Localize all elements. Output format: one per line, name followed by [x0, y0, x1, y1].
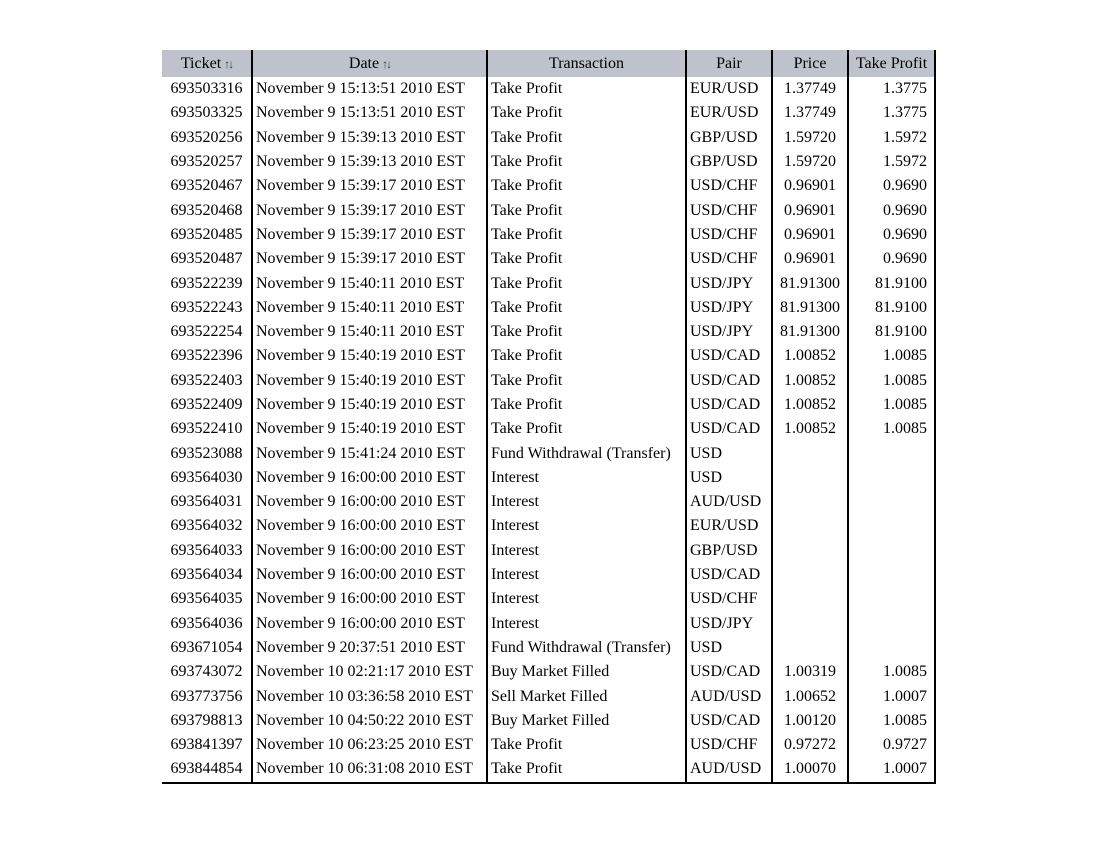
pair-cell: USD/CAD [686, 709, 772, 733]
ticket-cell: 693520468 [162, 198, 252, 222]
ticket-cell: 693773756 [162, 684, 252, 708]
table-row [162, 126, 935, 150]
date-cell: November 9 15:40:19 2010 EST [252, 417, 487, 441]
table-row [162, 223, 935, 247]
take-profit-cell: 1.0007 [848, 684, 935, 708]
pair-cell: USD/CAD [686, 344, 772, 368]
pair-cell: USD/JPY [686, 612, 772, 636]
column-header-pair-label: Pair [716, 54, 742, 72]
pair-cell: USD [686, 466, 772, 490]
transaction-cell: Interest [487, 539, 686, 563]
price-cell [772, 514, 848, 538]
price-cell [772, 636, 848, 660]
transaction-cell: Take Profit [487, 174, 686, 198]
transaction-cell: Take Profit [487, 296, 686, 320]
table-row [162, 77, 935, 101]
ticket-cell: 693522396 [162, 344, 252, 368]
price-cell: 1.59720 [772, 150, 848, 174]
take-profit-cell [848, 587, 935, 611]
transaction-cell: Take Profit [487, 223, 686, 247]
pair-cell: AUD/USD [686, 490, 772, 514]
pair-cell: USD/CAD [686, 563, 772, 587]
transaction-cell: Buy Market Filled [487, 660, 686, 684]
ticket-cell: 693520256 [162, 126, 252, 150]
transaction-cell: Take Profit [487, 733, 686, 757]
transaction-cell: Take Profit [487, 150, 686, 174]
take-profit-cell [848, 466, 935, 490]
pair-cell: USD/JPY [686, 271, 772, 295]
price-cell [772, 490, 848, 514]
table-row [162, 150, 935, 174]
pair-cell: EUR/USD [686, 77, 772, 101]
transaction-cell: Interest [487, 490, 686, 514]
date-cell: November 9 16:00:00 2010 EST [252, 466, 487, 490]
ticket-cell: 693564031 [162, 490, 252, 514]
table-row [162, 587, 935, 611]
ticket-cell: 693844854 [162, 757, 252, 782]
date-cell: November 10 04:50:22 2010 EST [252, 709, 487, 733]
column-header-transaction-label: Transaction [549, 54, 624, 72]
date-cell: November 9 16:00:00 2010 EST [252, 539, 487, 563]
header-row [162, 50, 935, 77]
date-cell: November 9 16:00:00 2010 EST [252, 563, 487, 587]
ticket-cell: 693522403 [162, 369, 252, 393]
take-profit-cell: 81.9100 [848, 320, 935, 344]
table-row [162, 563, 935, 587]
pair-cell: USD/CHF [686, 733, 772, 757]
date-cell: November 9 15:39:17 2010 EST [252, 198, 487, 222]
price-cell: 1.00852 [772, 417, 848, 441]
column-header-price-label: Price [793, 54, 827, 72]
sort-icon[interactable]: ↑↓ [224, 56, 233, 71]
ticket-cell: 693671054 [162, 636, 252, 660]
table-row [162, 733, 935, 757]
table-row [162, 441, 935, 465]
pair-cell: EUR/USD [686, 101, 772, 125]
table-row [162, 514, 935, 538]
take-profit-cell [848, 441, 935, 465]
date-cell: November 9 15:40:19 2010 EST [252, 393, 487, 417]
take-profit-cell: 0.9690 [848, 174, 935, 198]
ticket-cell: 693522243 [162, 296, 252, 320]
ticket-cell: 693520485 [162, 223, 252, 247]
table-row [162, 612, 935, 636]
date-cell: November 9 20:37:51 2010 EST [252, 636, 487, 660]
table-row [162, 344, 935, 368]
date-cell: November 9 15:39:13 2010 EST [252, 126, 487, 150]
transaction-cell: Take Profit [487, 247, 686, 271]
sort-icon[interactable]: ↑↓ [382, 56, 391, 71]
table-row [162, 466, 935, 490]
date-cell: November 9 15:40:19 2010 EST [252, 344, 487, 368]
ticket-cell: 693564035 [162, 587, 252, 611]
ticket-cell: 693522239 [162, 271, 252, 295]
price-cell: 1.00070 [772, 757, 848, 782]
date-cell: November 9 16:00:00 2010 EST [252, 490, 487, 514]
price-cell: 0.96901 [772, 174, 848, 198]
transaction-cell: Take Profit [487, 126, 686, 150]
column-header-price [772, 50, 848, 77]
date-cell: November 10 03:36:58 2010 EST [252, 684, 487, 708]
ticket-cell: 693503316 [162, 77, 252, 101]
transaction-cell: Interest [487, 612, 686, 636]
ticket-cell: 693564030 [162, 466, 252, 490]
table-row [162, 296, 935, 320]
price-cell: 81.91300 [772, 320, 848, 344]
date-cell: November 9 15:39:13 2010 EST [252, 150, 487, 174]
pair-cell: AUD/USD [686, 684, 772, 708]
table-row [162, 417, 935, 441]
price-cell: 0.96901 [772, 247, 848, 271]
transaction-cell: Interest [487, 587, 686, 611]
price-cell: 81.91300 [772, 271, 848, 295]
table-row [162, 247, 935, 271]
pair-cell: USD/CAD [686, 393, 772, 417]
price-cell: 1.00852 [772, 344, 848, 368]
price-cell: 1.00852 [772, 393, 848, 417]
table-row [162, 393, 935, 417]
take-profit-cell: 81.9100 [848, 271, 935, 295]
transaction-cell: Buy Market Filled [487, 709, 686, 733]
transaction-cell: Take Profit [487, 757, 686, 782]
transaction-cell: Fund Withdrawal (Transfer) [487, 441, 686, 465]
take-profit-cell: 0.9690 [848, 247, 935, 271]
table-row [162, 369, 935, 393]
pair-cell: GBP/USD [686, 150, 772, 174]
pair-cell: GBP/USD [686, 126, 772, 150]
ticket-cell: 693520257 [162, 150, 252, 174]
take-profit-cell [848, 514, 935, 538]
column-header-pair [686, 50, 772, 77]
ticket-cell: 693522409 [162, 393, 252, 417]
ticket-cell: 693520467 [162, 174, 252, 198]
price-cell [772, 587, 848, 611]
transaction-history-table [162, 50, 936, 784]
take-profit-cell [848, 612, 935, 636]
pair-cell: USD/JPY [686, 320, 772, 344]
date-cell: November 9 15:39:17 2010 EST [252, 247, 487, 271]
date-cell: November 9 15:13:51 2010 EST [252, 101, 487, 125]
column-header-take-profit-label: Take Profit [855, 54, 928, 72]
date-cell: November 9 16:00:00 2010 EST [252, 612, 487, 636]
date-cell: November 9 16:00:00 2010 EST [252, 587, 487, 611]
transaction-cell: Take Profit [487, 393, 686, 417]
table-row [162, 539, 935, 563]
transaction-cell: Take Profit [487, 320, 686, 344]
transaction-cell: Take Profit [487, 344, 686, 368]
column-header-ticket[interactable] [162, 50, 252, 77]
pair-cell: USD/CHF [686, 174, 772, 198]
price-cell: 1.37749 [772, 77, 848, 101]
pair-cell: USD/CHF [686, 223, 772, 247]
take-profit-cell: 1.0085 [848, 709, 935, 733]
price-cell [772, 539, 848, 563]
pair-cell: USD/CAD [686, 660, 772, 684]
price-cell: 1.37749 [772, 101, 848, 125]
table-row [162, 636, 935, 660]
transaction-cell: Take Profit [487, 101, 686, 125]
pair-cell: AUD/USD [686, 757, 772, 782]
take-profit-cell [848, 539, 935, 563]
transaction-cell: Take Profit [487, 198, 686, 222]
pair-cell: USD [686, 636, 772, 660]
take-profit-cell: 1.0085 [848, 417, 935, 441]
take-profit-cell [848, 563, 935, 587]
table-row [162, 174, 935, 198]
ticket-cell: 693503325 [162, 101, 252, 125]
ticket-cell: 693841397 [162, 733, 252, 757]
pair-cell: EUR/USD [686, 514, 772, 538]
transaction-cell: Take Profit [487, 369, 686, 393]
take-profit-cell: 1.0085 [848, 344, 935, 368]
price-cell: 1.00319 [772, 660, 848, 684]
price-cell: 0.96901 [772, 198, 848, 222]
column-header-transaction [487, 50, 686, 77]
table-row [162, 660, 935, 684]
ticket-cell: 693520487 [162, 247, 252, 271]
column-header-ticket-label: Ticket [180, 54, 222, 72]
ticket-cell: 693564032 [162, 514, 252, 538]
column-header-date[interactable] [252, 50, 487, 77]
ticket-cell: 693564033 [162, 539, 252, 563]
ticket-cell: 693798813 [162, 709, 252, 733]
column-header-take-profit [848, 50, 935, 77]
take-profit-cell: 0.9727 [848, 733, 935, 757]
take-profit-cell: 1.0085 [848, 369, 935, 393]
date-cell: November 9 15:40:11 2010 EST [252, 320, 487, 344]
table-row [162, 271, 935, 295]
date-cell: November 10 06:23:25 2010 EST [252, 733, 487, 757]
take-profit-cell: 1.5972 [848, 126, 935, 150]
table-row [162, 490, 935, 514]
price-cell: 1.00652 [772, 684, 848, 708]
pair-cell: USD/CHF [686, 247, 772, 271]
transaction-cell: Interest [487, 466, 686, 490]
date-cell: November 9 15:40:19 2010 EST [252, 369, 487, 393]
column-header-date-label: Date [348, 54, 380, 72]
table-row [162, 709, 935, 733]
pair-cell: USD/CAD [686, 369, 772, 393]
date-cell: November 9 16:00:00 2010 EST [252, 514, 487, 538]
date-cell: November 9 15:39:17 2010 EST [252, 223, 487, 247]
price-cell [772, 612, 848, 636]
price-cell: 1.00852 [772, 369, 848, 393]
date-cell: November 9 15:39:17 2010 EST [252, 174, 487, 198]
transaction-cell: Interest [487, 563, 686, 587]
date-cell: November 9 15:40:11 2010 EST [252, 296, 487, 320]
table-row [162, 101, 935, 125]
transaction-cell: Take Profit [487, 77, 686, 101]
price-cell: 81.91300 [772, 296, 848, 320]
price-cell: 0.96901 [772, 223, 848, 247]
ticket-cell: 693522410 [162, 417, 252, 441]
price-cell: 1.00120 [772, 709, 848, 733]
price-cell: 1.59720 [772, 126, 848, 150]
transaction-cell: Take Profit [487, 271, 686, 295]
date-cell: November 9 15:40:11 2010 EST [252, 271, 487, 295]
take-profit-cell: 1.0007 [848, 757, 935, 782]
date-cell: November 9 15:13:51 2010 EST [252, 77, 487, 101]
pair-cell: USD/CAD [686, 417, 772, 441]
take-profit-cell: 1.0085 [848, 660, 935, 684]
date-cell: November 10 06:31:08 2010 EST [252, 757, 487, 782]
take-profit-cell: 1.0085 [848, 393, 935, 417]
table-row [162, 757, 935, 782]
ticket-cell: 693564036 [162, 612, 252, 636]
pair-cell: USD [686, 441, 772, 465]
take-profit-cell [848, 636, 935, 660]
table-row [162, 198, 935, 222]
date-cell: November 10 02:21:17 2010 EST [252, 660, 487, 684]
take-profit-cell: 1.3775 [848, 77, 935, 101]
price-cell [772, 441, 848, 465]
date-cell: November 9 15:41:24 2010 EST [252, 441, 487, 465]
take-profit-cell: 1.3775 [848, 101, 935, 125]
take-profit-cell [848, 490, 935, 514]
price-cell [772, 563, 848, 587]
ticket-cell: 693522254 [162, 320, 252, 344]
transaction-cell: Fund Withdrawal (Transfer) [487, 636, 686, 660]
transaction-cell: Sell Market Filled [487, 684, 686, 708]
take-profit-cell: 0.9690 [848, 198, 935, 222]
table-row [162, 684, 935, 708]
transaction-cell: Take Profit [487, 417, 686, 441]
ticket-cell: 693523088 [162, 441, 252, 465]
pair-cell: USD/CHF [686, 587, 772, 611]
pair-cell: USD/CHF [686, 198, 772, 222]
pair-cell: USD/JPY [686, 296, 772, 320]
price-cell [772, 466, 848, 490]
pair-cell: GBP/USD [686, 539, 772, 563]
take-profit-cell: 0.9690 [848, 223, 935, 247]
ticket-cell: 693564034 [162, 563, 252, 587]
take-profit-cell: 1.5972 [848, 150, 935, 174]
ticket-cell: 693743072 [162, 660, 252, 684]
take-profit-cell: 81.9100 [848, 296, 935, 320]
price-cell: 0.97272 [772, 733, 848, 757]
table-row [162, 320, 935, 344]
transaction-cell: Interest [487, 514, 686, 538]
